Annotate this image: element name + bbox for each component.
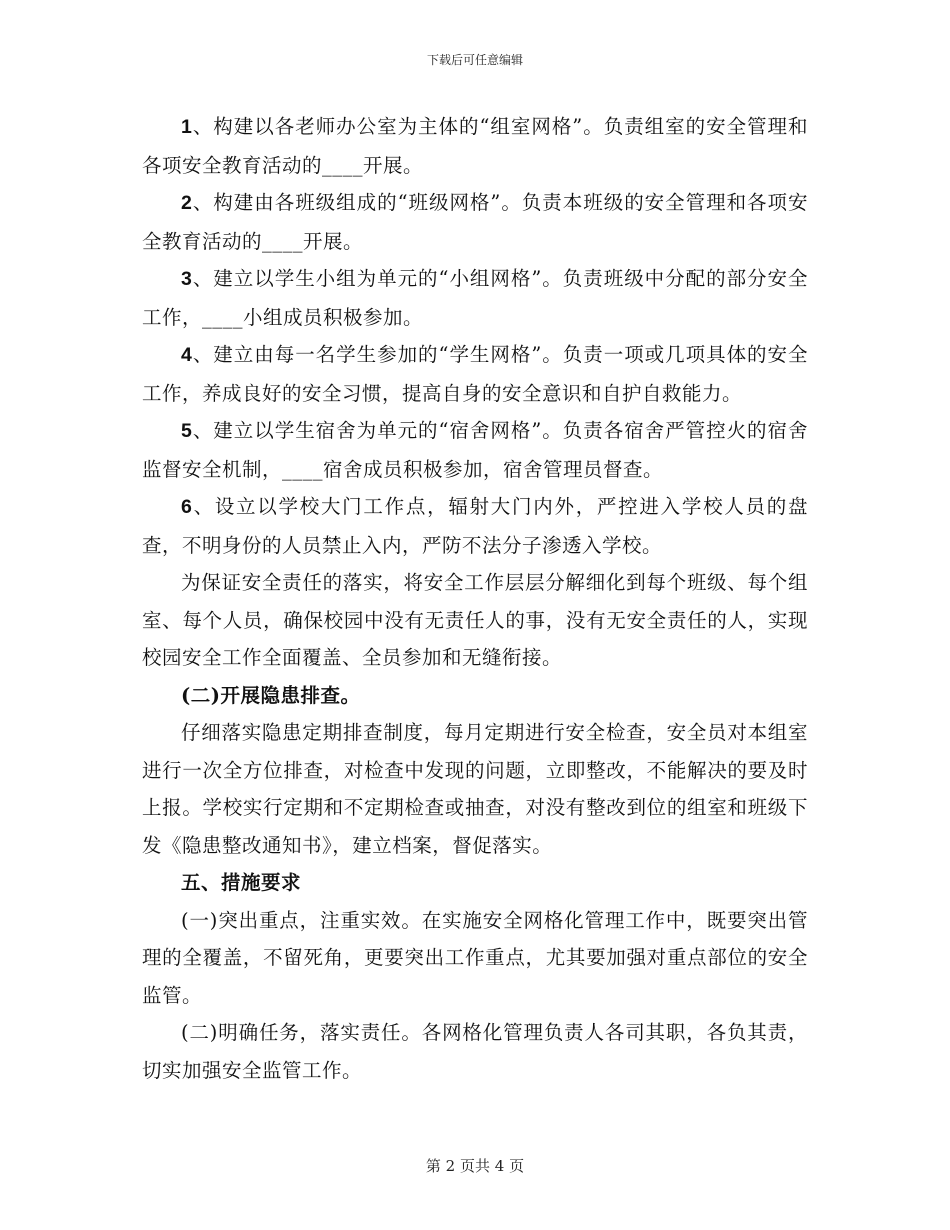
list-item xyxy=(142,260,808,336)
list-item xyxy=(142,488,808,564)
item-text: 、设立以学校大门工作点，辐射大门内外，严控进入学校人员的盘查，不明身份的人员禁止入内，严防不法分子渗透入学校。 xyxy=(142,495,808,557)
item-number: 5 xyxy=(181,420,193,442)
item-text: 、构建以各老师办公室为主体的“组室网格”。负责组室的安全管理和各项安全教育活动的____开展。 xyxy=(142,115,808,177)
section-heading-hazard-check: (二)开展隐患排查。 xyxy=(181,683,361,707)
list-item xyxy=(142,184,808,260)
section-heading-measures: 五、措施要求 xyxy=(181,871,302,894)
page-header: 下载后可任意编辑 xyxy=(426,53,523,67)
item-text: 、建立以学生宿舍为单元的“宿舍网格”。负责各宿舍严管控火的宿舍监督安全机制，____宿舍成员积极参加，宿舍管理员督查。 xyxy=(142,419,808,481)
item-number: 3 xyxy=(181,268,193,290)
document-body xyxy=(142,108,808,1089)
list-item xyxy=(142,336,808,412)
item-text: 、构建由各班级组成的“班级网格”。负责本班级的安全管理和各项安全教育活动的____开展。 xyxy=(142,191,808,253)
hazard-check-paragraph: 仔细落实隐患定期排查制度，每月定期进行安全检查，安全员对本组室进行一次全方位排查，对检查中发现的问题，立即整改，不能解决的要及时上报。学校实行定期和不定期检查或抽查，对没有整改到位的组室和班级下发《隐患整改通知书》，建立档案，督促落实。 xyxy=(142,721,808,857)
item-text: 、建立以学生小组为单元的“小组网格”。负责班级中分配的部分安全工作，____小组成员积极参加。 xyxy=(142,267,808,329)
summary-paragraph: 为保证安全责任的落实，将安全工作层层分解细化到每个班级、每个组室、每个人员，确保校园中没有无责任人的事，没有无安全责任的人，实现校园安全工作全面覆盖、全员参加和无缝衔接。 xyxy=(142,571,808,669)
measure-paragraph-1: (一)突出重点，注重实效。在实施安全网格化管理工作中，既要突出管理的全覆盖，不留死角，更要突出工作重点，尤其要加强对重点部位的安全监管。 xyxy=(142,908,808,1007)
item-number: 2 xyxy=(181,192,193,214)
page-number: 第 2 页共 4 页 xyxy=(425,1157,525,1175)
item-number: 6 xyxy=(181,496,193,518)
measure-paragraph-2: (二)明确任务，落实责任。各网格化管理负责人各司其职，各负其责，切实加强安全监管工作。 xyxy=(142,1021,808,1082)
item-number: 4 xyxy=(181,344,193,366)
item-number: 1 xyxy=(181,116,193,138)
item-text: 、建立由每一名学生参加的“学生网格”。负责一项或几项具体的安全工作，养成良好的安全习惯，提高自身的安全意识和自护自救能力。 xyxy=(142,343,808,405)
list-item xyxy=(142,108,808,184)
list-item xyxy=(142,412,808,488)
